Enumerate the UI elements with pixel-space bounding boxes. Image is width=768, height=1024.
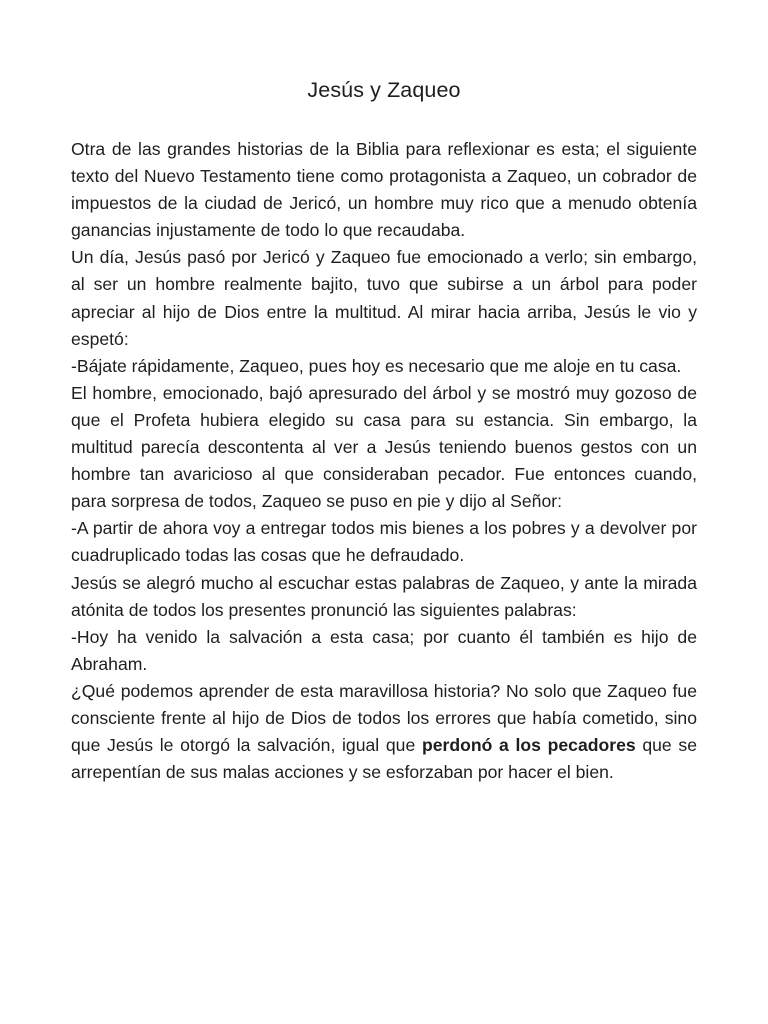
paragraph-zaqueo-quote: -A partir de ahora voy a entregar todos mis bienes a los pobres y a devolver por cuadruplicado todas las cosas que he defraudado.	[71, 518, 697, 566]
paragraph-lesson-bold-text: perdonó a los pecadores	[421, 735, 636, 756]
document-body	[71, 136, 697, 786]
document-title: Jesús y Zaqueo	[307, 78, 461, 102]
paragraph-jesus-passes: Un día, Jesús pasó por Jericó y Zaqueo fue emocionado a verlo; sin embargo, al ser un hombre realmente bajito, tuvo que subirse a un árbol para poder apreciar al hijo de Dios entre la multitud. Al mirar hacia arriba, Jesús le vio y espetó:	[71, 247, 697, 349]
paragraph-jesus-quote-2: -Hoy ha venido la salvación a esta casa; por cuanto él también es hijo de Abraham.	[71, 626, 697, 674]
paragraph-lesson-text-start: ¿Qué podemos aprender de esta maravillosa historia? No solo que Zaqueo fue consciente frente al hijo de Dios de todos los errores que había cometido, sino que Jesús le otorgó la salvación, igual que	[71, 680, 697, 756]
paragraph-jesus-rejoices: Jesús se alegró mucho al escuchar estas palabras de Zaqueo, y ante la mirada atónita de todos los presentes pronunció las siguientes palabras:	[71, 572, 697, 620]
paragraph-jesus-quote-1: -Bájate rápidamente, Zaqueo, pues hoy es necesario que me aloje en tu casa.	[71, 355, 682, 376]
paragraph-lesson-text-end: que se arrepentían de sus malas acciones y se esforzaban por hacer el bien.	[71, 735, 697, 783]
paragraph-lesson	[71, 678, 697, 786]
paragraph-intro: Otra de las grandes historias de la Biblia para reflexionar es esta; el siguiente texto del Nuevo Testamento tiene como protagonista a Zaqueo, un cobrador de impuestos de la ciudad de Jericó, un hombre muy rico que a menudo obtenía ganancias injustamente de todo lo que recaudaba.	[71, 139, 697, 241]
paragraph-crowd: El hombre, emocionado, bajó apresurado del árbol y se mostró muy gozoso de que el Profeta hubiera elegido su casa para su estancia. Sin embargo, la multitud parecía descontenta al ver a Jesús teniendo buenos gestos con un hombre tan avaricioso al que consideraban pecador. Fue entonces cuando, para sorpresa de todos, Zaqueo se puso en pie y dijo al Señor:	[71, 382, 697, 512]
